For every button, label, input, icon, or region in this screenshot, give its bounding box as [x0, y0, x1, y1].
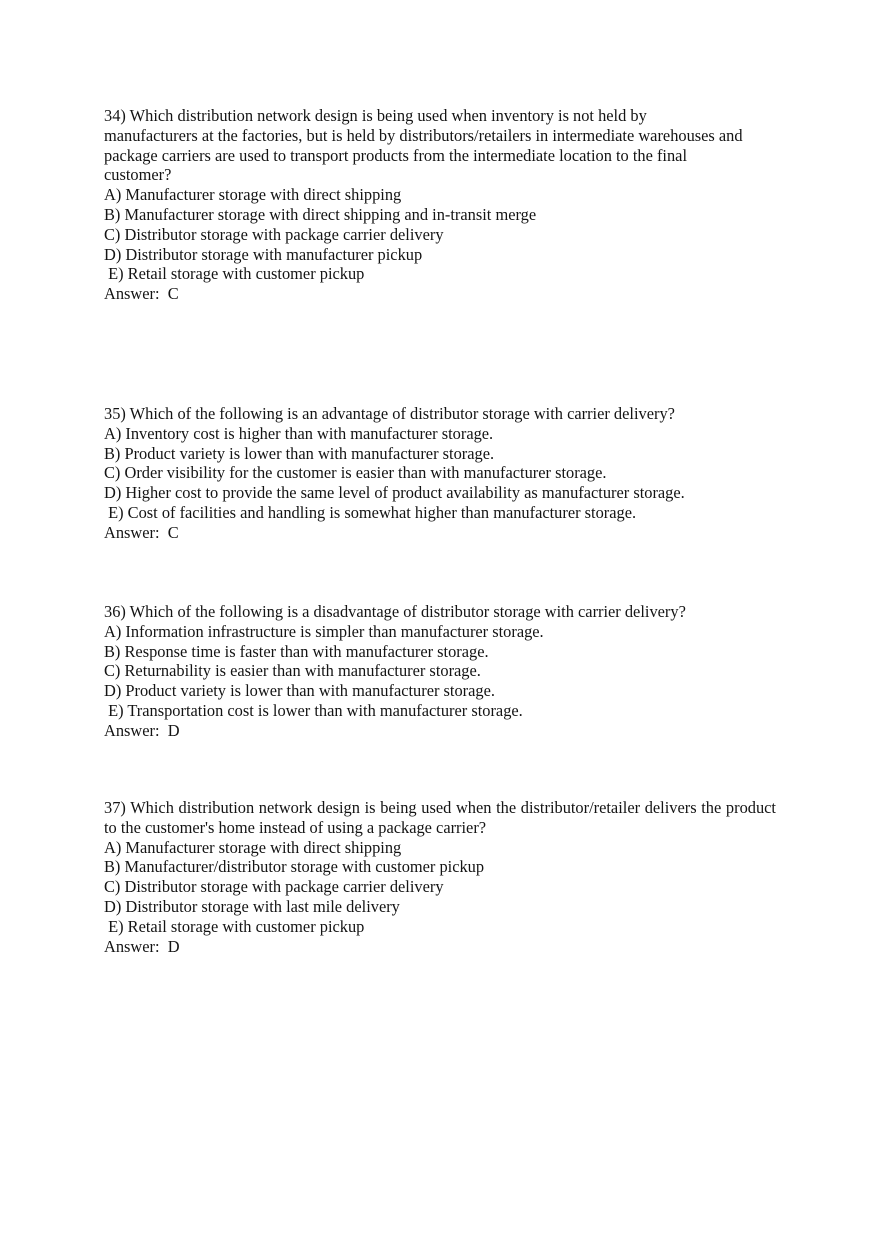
question-37	[104, 798, 776, 956]
option-c: C) Distributor storage with package carrier delivery	[104, 877, 444, 897]
question-stem	[104, 602, 776, 622]
option-a: A) Information infrastructure is simpler than manufacturer storage.	[104, 621, 544, 641]
question-stem-line: 35) Which of the following is an advantage of distributor storage with carrier delivery?	[104, 404, 675, 423]
question-stem-line: manufacturers at the factories, but is held by distributors/retailers in intermediate warehouses and	[104, 125, 743, 145]
option-c: C) Order visibility for the customer is easier than with manufacturer storage.	[104, 463, 607, 483]
option-a: A) Manufacturer storage with direct shipping	[104, 837, 402, 857]
question-stem	[104, 106, 776, 185]
answer-line: Answer: C	[104, 522, 179, 542]
option-d: D) Distributor storage with last mile delivery	[104, 896, 400, 916]
question-stem	[104, 404, 776, 424]
option-e: E) Cost of facilities and handling is somewhat higher than manufacturer storage.	[104, 502, 637, 522]
answer-line: Answer: C	[104, 284, 179, 304]
option-e: E) Transportation cost is lower than with manufacturer storage.	[104, 700, 523, 720]
option-d: D) Product variety is lower than with manufacturer storage.	[104, 681, 495, 701]
option-b: B) Product variety is lower than with manufacturer storage.	[104, 443, 495, 463]
question-34	[104, 106, 776, 304]
question-stem: 37) Which distribution network design is being used when the distributor/retailer delivers the product to the customer's home instead of using a package carrier?	[104, 798, 776, 837]
option-b: B) Manufacturer/distributor storage with customer pickup	[104, 857, 485, 877]
answer-line: Answer: D	[104, 720, 180, 740]
option-c: C) Distributor storage with package carrier delivery	[104, 224, 444, 244]
question-stem-line: 36) Which of the following is a disadvantage of distributor storage with carrier delivery?	[104, 602, 686, 621]
option-c: C) Returnability is easier than with manufacturer storage.	[104, 661, 481, 681]
answer-line: Answer: D	[104, 936, 180, 956]
option-a: A) Manufacturer storage with direct shipping	[104, 185, 402, 205]
option-e: E) Retail storage with customer pickup	[104, 916, 365, 936]
option-d: D) Distributor storage with manufacturer pickup	[104, 244, 423, 264]
question-stem-line: package carriers are used to transport products from the intermediate location to the final	[104, 145, 688, 165]
question-35	[104, 404, 776, 543]
option-b: B) Response time is faster than with manufacturer storage.	[104, 641, 489, 661]
question-36	[104, 602, 776, 741]
option-a: A) Inventory cost is higher than with manufacturer storage.	[104, 423, 494, 443]
question-stem-line: 34) Which distribution network design is being used when inventory is not held by	[104, 106, 647, 125]
question-stem-line: customer?	[104, 165, 172, 185]
option-e: E) Retail storage with customer pickup	[104, 264, 365, 284]
option-b: B) Manufacturer storage with direct shipping and in-transit merge	[104, 204, 537, 224]
option-d: D) Higher cost to provide the same level of product availability as manufacturer storage.	[104, 483, 685, 503]
